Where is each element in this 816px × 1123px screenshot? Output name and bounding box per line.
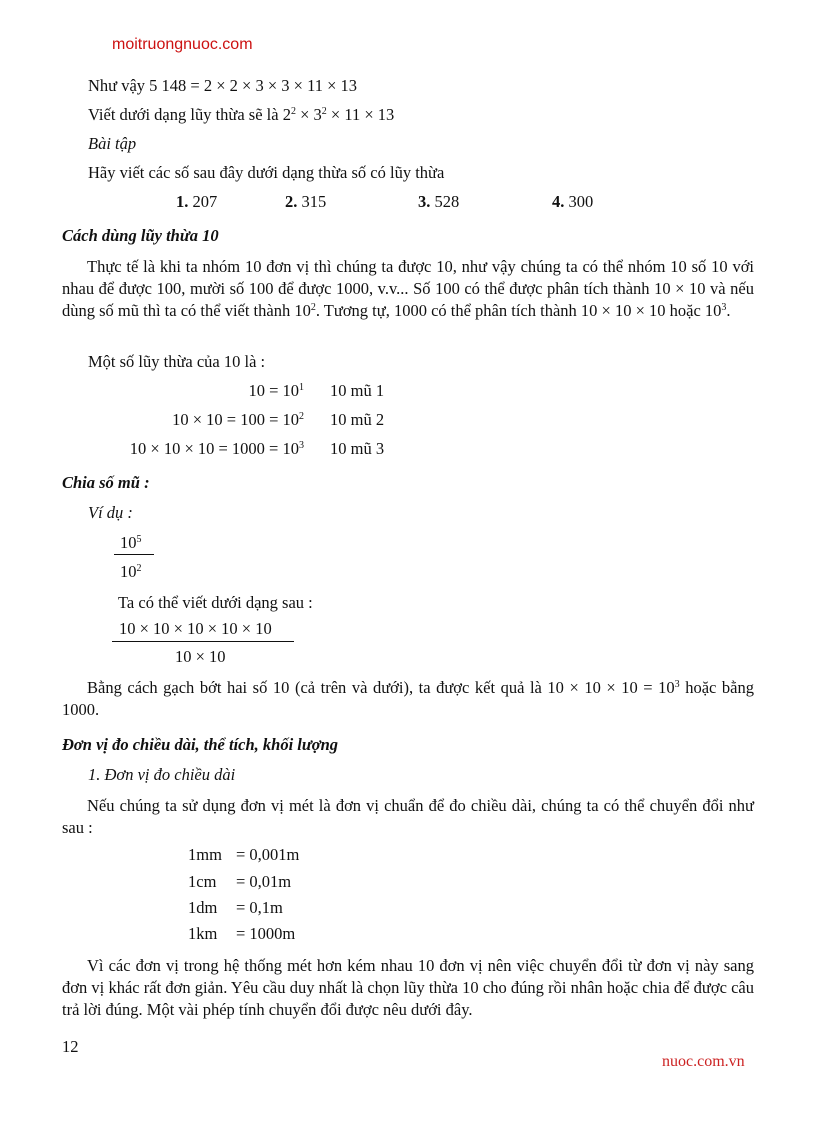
exercise-item-3: 3. 528 — [418, 192, 460, 211]
conversion-unit-dm: 1dm — [188, 898, 218, 917]
watermark-top: moitruongnuoc.com — [112, 36, 253, 53]
watermark-bottom: nuoc.com.vn — [662, 1053, 745, 1070]
paragraph-length-units: Nếu chúng ta sử dụng đơn vị mét là đơn vị chuẩn để đo chiều dài, chúng ta có thể chuyển đổi như sau : — [62, 796, 754, 837]
exercise-instruction: Hãy viết các số sau đây dưới dạng thừa số có lũy thừa — [88, 163, 445, 182]
power-row-1-label: 10 mũ 1 — [330, 381, 385, 400]
exercise-item-4: 4. 300 — [552, 192, 594, 211]
line-factorization: Như vậy 5 148 = 2 × 2 × 3 × 3 × 11 × 13 — [88, 76, 358, 95]
fraction-2-bar — [112, 641, 294, 642]
conversion-unit-km: 1km — [188, 924, 218, 943]
power-row-2-label: 10 mũ 2 — [330, 410, 385, 429]
power-row-2-lhs: $10 \times 10 = 100 = 10^2$ — [172, 410, 304, 429]
example-label: Ví dụ : — [88, 503, 133, 522]
paragraph-division-result: Bằng cách gạch bớt hai số 10 (cả trên và dưới), ta được kết quả là $10 \times 10 \times 10 = 10^3$ hoặc bằng 1000. — [62, 678, 754, 719]
paragraph-closing: Vì các đơn vị trong hệ thống mét hơn kém nhau 10 đơn vị nên việc chuyển đổi từ đơn vị này sang đơn vị khác rất đơn giản. Yêu cầu duy nhất là chọn lũy thừa 10 cho đúng rồi nhân hoặc chia để được câu trả lời đúng. Một vài phép tính chuyển đổi được nêu dưới đây. — [62, 956, 754, 1019]
fraction-1-denominator: $10^2$ — [120, 562, 142, 581]
fraction-2-denominator: 10 × 10 — [175, 647, 226, 666]
power-row-3-lhs: $10 \times 10 \times 10 = 1000 = 10^3$ — [129, 439, 304, 458]
fraction-1-numerator: $10^5$ — [120, 533, 142, 552]
power-row-3-label: 10 mũ 3 — [330, 439, 385, 458]
section-heading-powers-of-ten: Cách dùng lũy thừa 10 — [62, 226, 219, 245]
power-row-1-lhs: $10 = 10^1$ — [248, 381, 304, 400]
section-heading-units: Đơn vị đo chiều dài, thể tích, khối lượng — [62, 735, 339, 754]
conversion-value-dm: = 0,1m — [236, 898, 283, 917]
exercise-item-2: 2. 315 — [285, 192, 327, 211]
exercise-item-1: 1. 207 — [176, 192, 218, 211]
fraction-1-bar — [114, 554, 154, 555]
rewrite-text: Ta có thể viết dưới dạng sau : — [118, 593, 313, 612]
conversion-unit-cm: 1cm — [188, 872, 217, 891]
subsection-length-units: 1. Đơn vị đo chiều dài — [88, 765, 236, 784]
powers-intro: Một số lũy thừa của 10 là : — [88, 352, 266, 371]
conversion-value-cm: = 0,01m — [236, 872, 292, 891]
conversion-unit-mm: 1mm — [188, 845, 222, 864]
paragraph-powers-of-ten: Thực tế là khi ta nhóm 10 đơn vị thì chúng ta được 10, như vậy chúng ta có thể nhóm 10 số 10 với nhau để được 100, mười số 100 để được 1000, v.v... Số 100 có thể được phân tích thành 10 × 10 và nếu dùng số mũ thì ta có thể viết thành $10^2$. Tương tự, 1000 có thể phân tích thành 10 × 10 × 10 hoặc $10^3$. — [62, 257, 754, 320]
fraction-2-numerator: 10 × 10 × 10 × 10 × 10 — [119, 619, 272, 638]
conversion-value-km: = 1000m — [236, 924, 296, 943]
page-number: 12 — [62, 1037, 79, 1056]
section-heading-divide-exponents: Chia số mũ : — [62, 473, 150, 492]
exercise-title: Bài tập — [88, 134, 137, 153]
conversion-value-mm: = 0,001m — [236, 845, 300, 864]
line-power-form: Viết dưới dạng lũy thừa sẽ là $2^2 \times 3^2 \times 11 \times 13$ — [88, 105, 395, 124]
